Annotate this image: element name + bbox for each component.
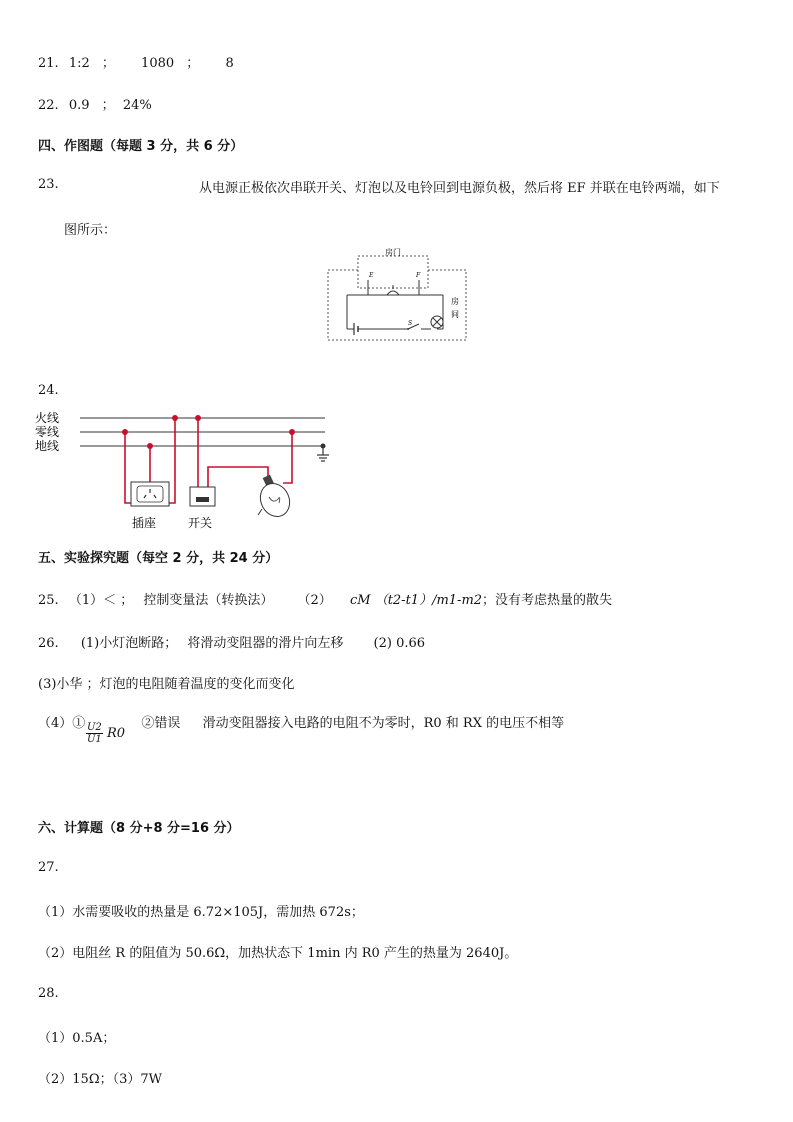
terminal-e-label: E <box>369 272 374 279</box>
answer-judgement: ②错误 <box>141 716 181 731</box>
answer-part-4-label: （4）① <box>38 716 86 731</box>
separator: ； <box>101 98 115 113</box>
switch-s-label: S <box>408 320 413 327</box>
socket-label: 插座 <box>132 516 157 530</box>
answer-part-2: (2) 0.66 <box>373 636 426 651</box>
answer-value: 1080 <box>141 56 175 71</box>
room-label-1: 房 <box>451 297 459 306</box>
answer-28-part-1: （1）0.5A； <box>38 1031 116 1046</box>
answer-23-text-cont: 图所示： <box>64 223 117 238</box>
fraction-denominator: U1 <box>87 734 102 745</box>
live-wire-label: 火线 <box>35 411 60 425</box>
question-number-24: 24. <box>38 383 59 398</box>
question-number-28: 28. <box>38 986 59 1001</box>
terminal-f-label: F <box>416 272 421 279</box>
answer-22 <box>38 94 152 113</box>
ratio-formula <box>86 722 125 745</box>
question-number: 26. <box>38 636 59 651</box>
neutral-wire-label: 零线 <box>35 425 60 439</box>
answer-27-part-1: （1）水需要吸收的热量是 6.72×105J，需加热 672s； <box>38 905 364 920</box>
answer-value: 1:2 <box>68 56 90 71</box>
resistance-r0: R0 <box>106 726 125 741</box>
section-heading-4: 四、作图题（每题 3 分，共 6 分） <box>38 139 244 154</box>
formula-rest: （t2-t1）/m1-m2 <box>374 593 483 608</box>
separator: ； <box>101 56 115 71</box>
door-bell-circuit-diagram <box>325 243 470 343</box>
answer-value: 8 <box>225 56 234 71</box>
answer-action: 将滑动变阻器的滑片向左移 <box>187 636 344 651</box>
answer-part-1: (1)小灯泡断路； <box>80 636 178 651</box>
answer-value: 0.9 <box>68 98 90 113</box>
answer-method: 控制变量法（转换法） <box>143 593 274 608</box>
door-label: 房门 <box>385 248 401 257</box>
answer-23-text: 从电源正极依次串联开关、灯泡以及电铃回到电源负极，然后将 EF 并联在电铃两端，如下 <box>199 181 720 196</box>
answer-explanation: 滑动变阻器接入电路的电阻不为零时，R0 和 RX 的电压不相等 <box>202 716 565 731</box>
bell-icon <box>387 291 399 295</box>
question-number: 21. <box>38 56 59 71</box>
answer-reason: ；没有考虑热量的散失 <box>482 593 613 608</box>
answer-part-2-label: （2） <box>297 593 332 608</box>
ground-wire-label: 地线 <box>35 439 60 453</box>
light-bulb-icon <box>255 475 295 522</box>
answer-value: 24% <box>122 98 152 113</box>
answer-21 <box>38 52 234 71</box>
question-number: 25. <box>38 593 59 608</box>
section-heading-5: 五、实验探究题（每空 2 分，共 24 分） <box>38 551 279 566</box>
formula-cm: cM <box>349 593 371 608</box>
answer-27-part-2: （2）电阻丝 R 的阻值为 50.6Ω，加热状态下 1min 内 R0 产生的热量为 2640J。 <box>38 946 518 961</box>
answer-28-part-2: （2）15Ω；（3）7W <box>38 1072 162 1087</box>
question-number-27: 27. <box>38 860 59 875</box>
answer-26-line-2: (3)小华 ；灯泡的电阻随着温度的变化而变化 <box>38 677 295 692</box>
switch-label: 开关 <box>188 516 213 530</box>
answer-25 <box>38 589 612 608</box>
separator: ； <box>186 56 200 71</box>
question-number-23: 23. <box>38 177 59 192</box>
household-wiring-diagram <box>35 405 340 535</box>
room-label-2: 间 <box>451 310 459 319</box>
fraction-numerator: U2 <box>87 722 102 733</box>
answer-part-1: （1）＜ ； <box>68 593 134 608</box>
switch-icon <box>190 487 215 506</box>
section-heading-6: 六、计算题（8 分+8 分=16 分） <box>38 821 240 836</box>
answer-26-line-1 <box>38 632 425 651</box>
question-number: 22. <box>38 98 59 113</box>
